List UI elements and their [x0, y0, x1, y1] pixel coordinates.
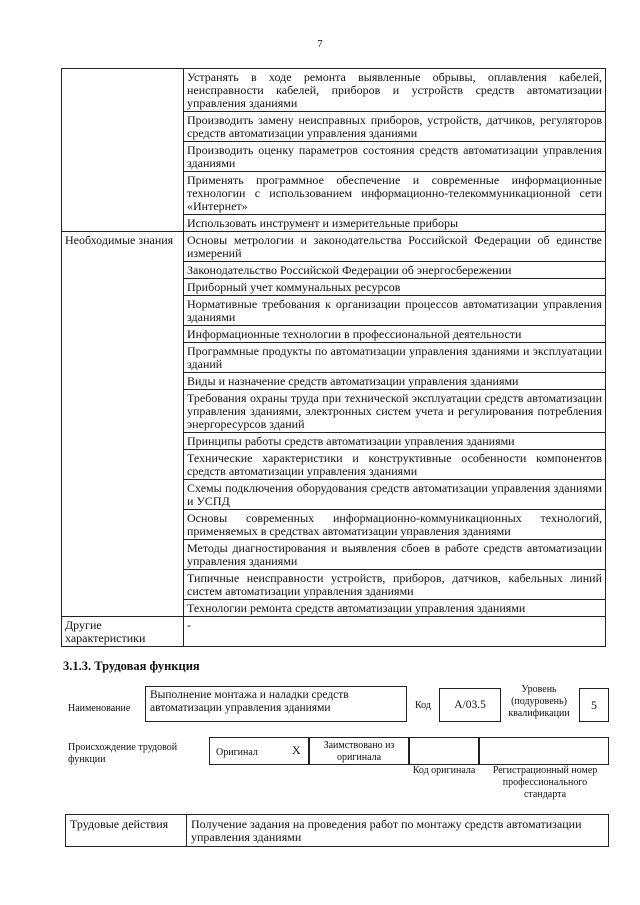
code-original-label: Код оригинала	[412, 765, 476, 776]
row-text: Типичные неисправности устройств, приборов, датчиков, кабельных линий систем автоматизации управления зданиями	[184, 570, 606, 600]
competency-table	[61, 68, 606, 647]
level-label: Уровень (подуровень) квалификации	[508, 684, 570, 719]
actions-value: Получение задания на проведения работ по монтажу средств автоматизации управления зданиями	[187, 815, 609, 847]
section-title: 3.1.3. Трудовая функция	[63, 659, 200, 673]
page-number: 7	[317, 38, 323, 50]
actions-label: Трудовые действия	[66, 815, 187, 847]
row-text: Технологии ремонта средств автоматизации управления зданиями	[184, 600, 606, 617]
row-text: Требования охраны труда при технической эксплуатации средств автоматизации управления зданиями, электронных систем учета и регулирования потребления энергоресурсов зданий	[184, 390, 606, 433]
original-mark: X	[292, 743, 301, 757]
knowledge-row	[62, 232, 606, 262]
row-text: Устранять в ходе ремонта выявленные обрывы, оплавления кабелей, неисправности кабелей, приборов и устройств средств автоматизации управления зданиями	[184, 69, 606, 112]
row-text: Информационные технологии в профессиональной деятельности	[184, 326, 606, 343]
reg-number-cell	[479, 737, 609, 765]
row-text: Основы метрологии и законодательства Российской Федерации об единстве измерений	[184, 232, 606, 262]
row-label: Необходимые знания	[62, 232, 184, 617]
row-text: Нормативные требования к организации процессов автоматизации управления зданиями	[184, 296, 606, 326]
origin-label: Происхождение трудовой функции	[68, 742, 178, 765]
row-text: Принципы работы средств автоматизации управления зданиями	[184, 433, 606, 450]
row-text: Применять программное обеспечение и современные информационные технологии с использованием информационно-телекоммуникационной сети «Интернет»	[184, 172, 606, 215]
row-text: -	[184, 617, 606, 647]
function-name-value: Выполнение монтажа и наладки средств автоматизации управления зданиями	[145, 686, 407, 722]
actions-row	[66, 815, 609, 847]
actions-table	[65, 814, 609, 847]
row-text: Схемы подключения оборудования средств автоматизации управления зданиями и УСПД	[184, 480, 606, 510]
row-text: Программные продукты по автоматизации управления зданиями и эксплуатации зданий	[184, 343, 606, 373]
row-text: Технические характеристики и конструктивные особенности компонентов средств автоматизации управления зданиями	[184, 450, 606, 480]
row-text: Методы диагностирования и выявления сбоев в работе средств автоматизации управления зданиями	[184, 540, 606, 570]
code-original-cell	[409, 737, 479, 765]
other-row	[62, 617, 606, 647]
row-text: Использовать инструмент и измерительные приборы	[184, 215, 606, 232]
reg-number-label: Регистрационный номер профессионального стандарта	[492, 765, 598, 800]
row-text: Виды и назначение средств автоматизации управления зданиями	[184, 373, 606, 390]
level-value: 5	[579, 688, 609, 722]
code-value: А/03.5	[439, 688, 501, 722]
name-label: Наименование	[68, 703, 131, 714]
row-label: Другие характеристики	[62, 617, 184, 647]
row-text: Основы современных информационно-коммуникационных технологий, применяемых в средствах автоматизации управления зданиями	[184, 510, 606, 540]
code-label: Код	[415, 700, 431, 711]
row-label	[62, 69, 184, 232]
original-cell	[209, 737, 309, 765]
skill-row	[62, 69, 606, 112]
original-label: Оригинал	[216, 747, 258, 758]
borrowed-cell: Заимствовано из оригинала	[309, 737, 409, 765]
row-text: Приборный учет коммунальных ресурсов	[184, 279, 606, 296]
row-text: Производить оценку параметров состояния средств автоматизации управления зданиями	[184, 142, 606, 172]
row-text: Производить замену неисправных приборов, устройств, датчиков, регуляторов средств автоматизации управления зданиями	[184, 112, 606, 142]
row-text: Законодательство Российской Федерации об энергосбережении	[184, 262, 606, 279]
